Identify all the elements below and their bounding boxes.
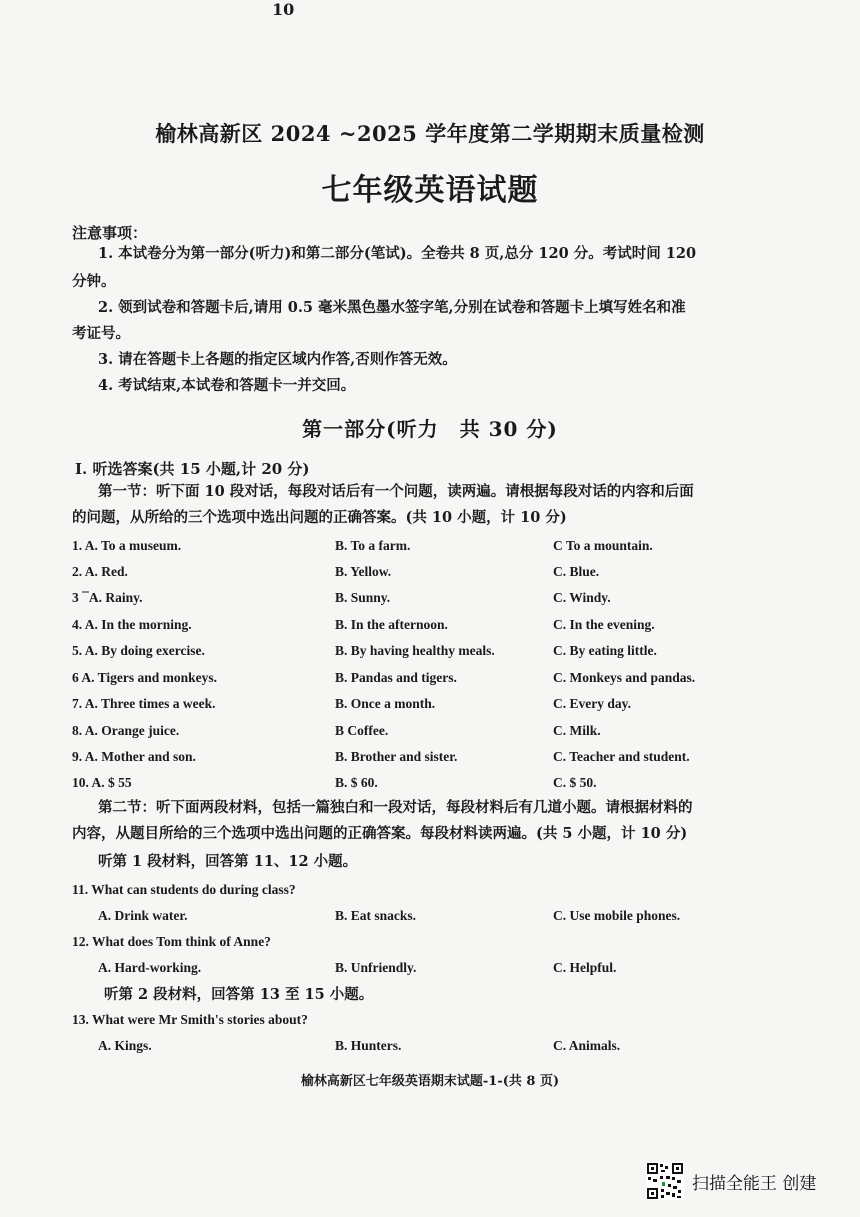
- section-two-intro: 内容，从题目所给的三个选项中选出问题的正确答案。每段材料读两遍。(共 5 小题，计 10 分): [72, 825, 688, 842]
- option-a: 3 ¯A. Rainy.: [72, 590, 143, 605]
- option-b: B. To a farm.: [335, 538, 411, 553]
- option-c: C. Use mobile phones.: [553, 908, 681, 923]
- option-b: B. Brother and sister.: [335, 749, 458, 764]
- material-two-note: 听第 2 段材料，回答第 13 至 15 小题。: [104, 986, 374, 1003]
- question-row: [72, 749, 792, 773]
- section-one-intro: 的问题，从所给的三个选项中选出问题的正确答案。(共 10 小题，计 10 分): [72, 509, 567, 526]
- option-b: B. Unfriendly.: [335, 960, 417, 975]
- option-c: C. Teacher and student.: [553, 749, 690, 764]
- option-b: B. Eat snacks.: [335, 908, 417, 923]
- option-c: C To a mountain.: [553, 538, 653, 553]
- page-mark: 10: [272, 0, 295, 19]
- note-line: 4. 考试结束,本试卷和答题卡一并交回。: [98, 377, 356, 394]
- question-row: [72, 643, 792, 667]
- option-c: C. Every day.: [553, 696, 632, 711]
- question-stem: 11. What can students do during class?: [72, 882, 296, 897]
- option-a: 8. A. Orange juice.: [72, 723, 180, 738]
- option-b: B. $ 60.: [335, 775, 378, 790]
- section-title: Ⅰ. 听选答案(共 15 小题,计 20 分): [75, 460, 310, 478]
- option-c: C. Monkeys and pandas.: [553, 670, 696, 685]
- question-stem: 13. What were Mr Smith's stories about?: [72, 1012, 308, 1027]
- question-options: [98, 960, 798, 984]
- option-a: 6 A. Tigers and monkeys.: [72, 670, 218, 685]
- option-b: B. Yellow.: [335, 564, 392, 579]
- option-a: 7. A. Three times a week.: [72, 696, 216, 711]
- option-c: C. $ 50.: [553, 775, 597, 790]
- notes-title: 注意事项：: [72, 224, 148, 242]
- option-a: A. Drink water.: [98, 908, 188, 923]
- option-b: B. In the afternoon.: [335, 617, 448, 632]
- question-row: [72, 538, 792, 562]
- watermark-text: 扫描全能王 创建: [692, 1173, 817, 1194]
- note-line: 2. 领到试卷和答题卡后,请用 0.5 毫米黑色墨水签字笔,分别在试卷和答题卡上填写姓名和准: [98, 299, 686, 316]
- qr-code-icon: [646, 1162, 684, 1200]
- question-row: [72, 590, 792, 614]
- option-b: B Coffee.: [335, 723, 389, 738]
- note-line: 分钟。: [72, 273, 116, 290]
- option-a: A. Hard-working.: [98, 960, 202, 975]
- scanner-watermark: [646, 1162, 816, 1200]
- option-b: B. Once a month.: [335, 696, 436, 711]
- note-line: 考证号。: [72, 325, 130, 342]
- option-b: B. Hunters.: [335, 1038, 402, 1053]
- note-line: 3. 请在答题卡上各题的指定区域内作答,否则作答无效。: [98, 351, 457, 368]
- option-c: C. By eating little.: [553, 643, 657, 658]
- option-a: 2. A. Red.: [72, 564, 128, 579]
- option-b: B. By having healthy meals.: [335, 643, 495, 658]
- question-options: [98, 1038, 798, 1062]
- section-two-intro: 第二节：听下面两段材料，包括一篇独白和一段对话，每段材料后有几道小题。请根据材料的: [98, 799, 693, 816]
- option-a: 5. A. By doing exercise.: [72, 643, 205, 658]
- section-one-intro: 第一节：听下面 10 段对话，每段对话后有一个问题，读两遍。请根据每段对话的内容和后面: [98, 483, 694, 500]
- question-stem: 12. What does Tom think of Anne?: [72, 934, 271, 949]
- page-footer: 榆林高新区七年级英语期末试题-1-(共 8 页): [300, 1074, 560, 1089]
- option-a: A. Kings.: [98, 1038, 152, 1053]
- question-row: [72, 617, 792, 641]
- exam-title: 榆林高新区 2024 ~2025 学年度第二学期期末质量检测: [155, 121, 705, 146]
- option-b: B. Pandas and tigers.: [335, 670, 457, 685]
- option-c: C. In the evening.: [553, 617, 655, 632]
- option-b: B. Sunny.: [335, 590, 391, 605]
- question-row: [72, 696, 792, 720]
- option-a: 4. A. In the morning.: [72, 617, 192, 632]
- option-c: C. Blue.: [553, 564, 600, 579]
- question-row: [72, 723, 792, 747]
- question-row: [72, 670, 792, 694]
- question-options: [98, 908, 798, 932]
- option-c: C. Milk.: [553, 723, 601, 738]
- part-one-title: 第一部分(听力 共 30 分): [302, 417, 558, 441]
- option-a: 9. A. Mother and son.: [72, 749, 196, 764]
- option-c: C. Animals.: [553, 1038, 621, 1053]
- option-c: C. Windy.: [553, 590, 611, 605]
- note-line: 1. 本试卷分为第一部分(听力)和第二部分(笔试)。全卷共 8 页,总分 120 分。考试时间 120: [98, 245, 697, 262]
- material-one-note: 听第 1 段材料，回答第 11、12 小题。: [98, 853, 358, 870]
- question-row: [72, 564, 792, 588]
- option-a: 10. A. $ 55: [72, 775, 132, 790]
- option-a: 1. A. To a museum.: [72, 538, 182, 553]
- exam-subtitle: 七年级英语试题: [321, 173, 539, 208]
- option-c: C. Helpful.: [553, 960, 617, 975]
